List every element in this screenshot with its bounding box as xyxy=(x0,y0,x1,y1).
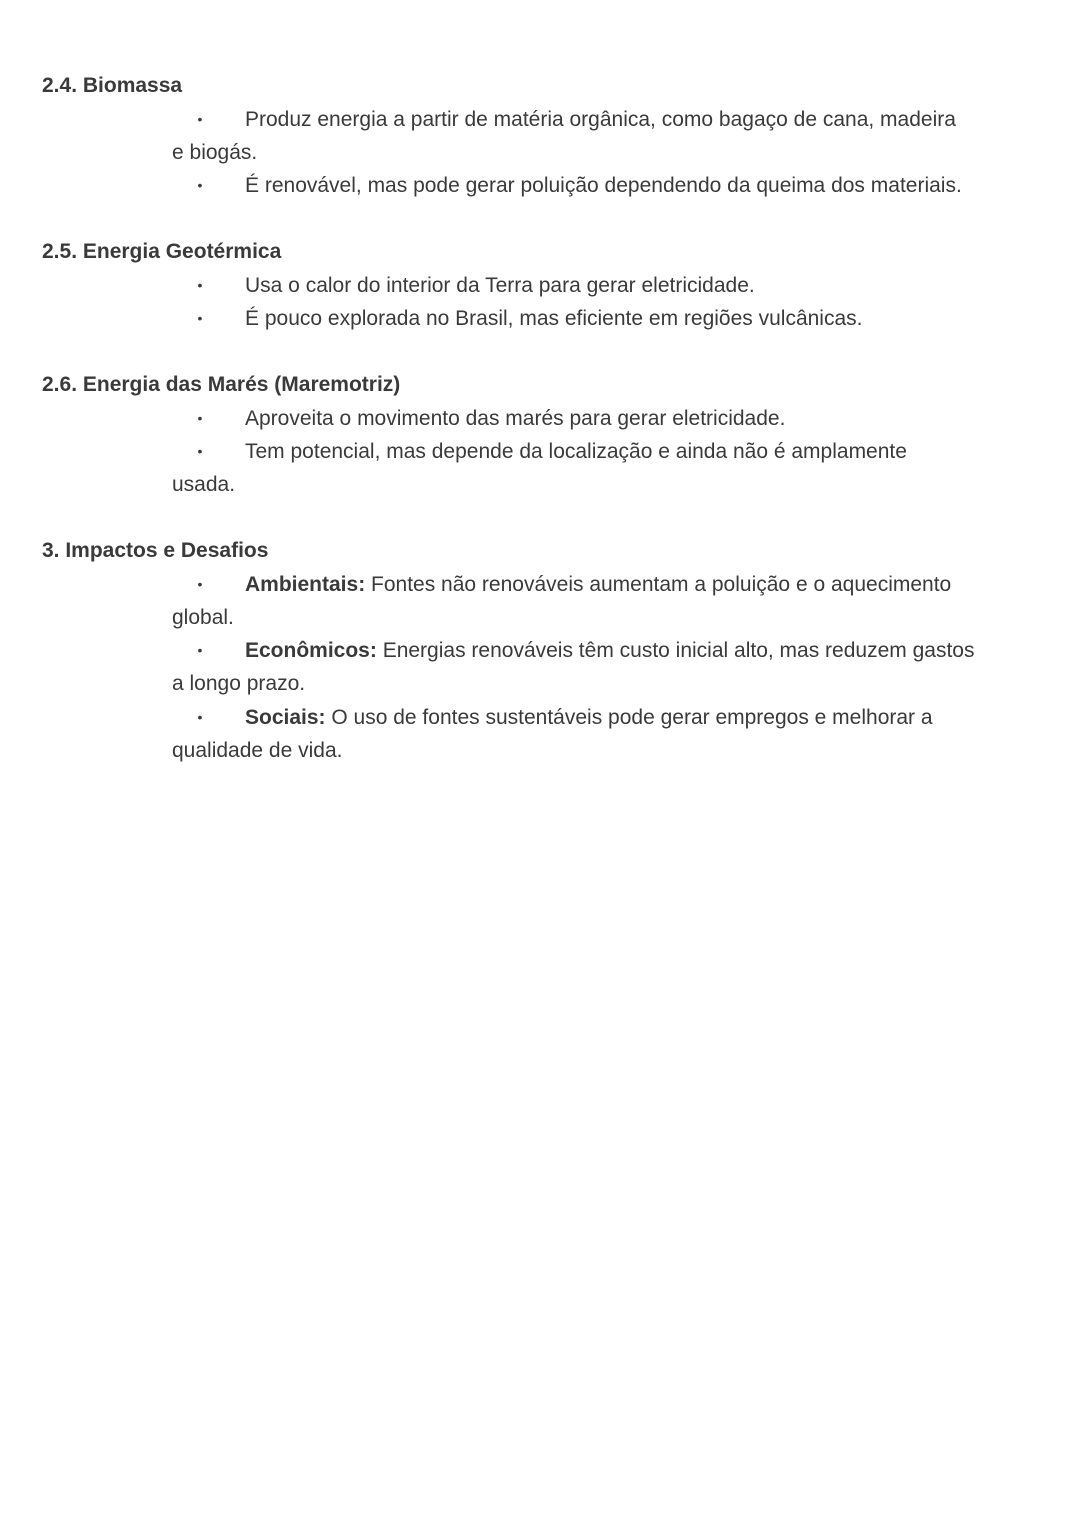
bullet-icon: • xyxy=(197,277,203,293)
list-item-text: Produz energia a partir de matéria orgânica, como bagaço de cana, madeira xyxy=(245,108,956,131)
item-label: Econômicos: xyxy=(245,639,377,662)
bullet-icon: • xyxy=(197,111,203,127)
list-item-text-continued: qualidade de vida. xyxy=(172,739,343,762)
section-heading-impactos: 3. Impactos e Desafios xyxy=(42,539,269,562)
item-label: Ambientais: xyxy=(245,573,366,596)
list-item-text: É renovável, mas pode gerar poluição dependendo da queima dos materiais. xyxy=(245,174,962,197)
bullet-icon: • xyxy=(197,410,203,426)
bullet-icon: • xyxy=(197,177,203,193)
list-item-text xyxy=(245,634,974,667)
list-item-text: É pouco explorada no Brasil, mas eficiente em regiões vulcânicas. xyxy=(245,307,863,330)
list-item-text: Usa o calor do interior da Terra para gerar eletricidade. xyxy=(245,274,755,297)
list-item-text-continued: usada. xyxy=(172,473,236,496)
list-item-text-continued: global. xyxy=(172,606,234,629)
section-heading-biomassa: 2.4. Biomassa xyxy=(42,74,183,97)
section-heading-mares: 2.6. Energia das Marés (Maremotriz) xyxy=(42,373,401,396)
bullet-icon: • xyxy=(197,310,203,326)
bullet-icon: • xyxy=(197,709,203,725)
list-item-text: Tem potencial, mas depende da localização e ainda não é amplamente xyxy=(245,440,907,463)
list-item-text-continued: a longo prazo. xyxy=(172,672,306,695)
list-item-text xyxy=(245,568,951,601)
list-item-text-continued: e biogás. xyxy=(172,141,258,164)
list-item-text: Aproveita o movimento das marés para gerar eletricidade. xyxy=(245,407,786,430)
item-label: Sociais: xyxy=(245,706,326,729)
bullet-icon: • xyxy=(197,443,203,459)
item-body: Energias renováveis têm custo inicial alto, mas reduzem gastos xyxy=(376,639,975,662)
section-heading-geotermica: 2.5. Energia Geotérmica xyxy=(42,240,282,263)
bullet-icon: • xyxy=(197,576,203,592)
bullet-icon: • xyxy=(197,642,203,658)
item-body: Fontes não renováveis aumentam a poluição e o aquecimento xyxy=(365,573,952,596)
item-body: O uso de fontes sustentáveis pode gerar empregos e melhorar a xyxy=(325,706,933,729)
list-item-text xyxy=(245,701,933,734)
